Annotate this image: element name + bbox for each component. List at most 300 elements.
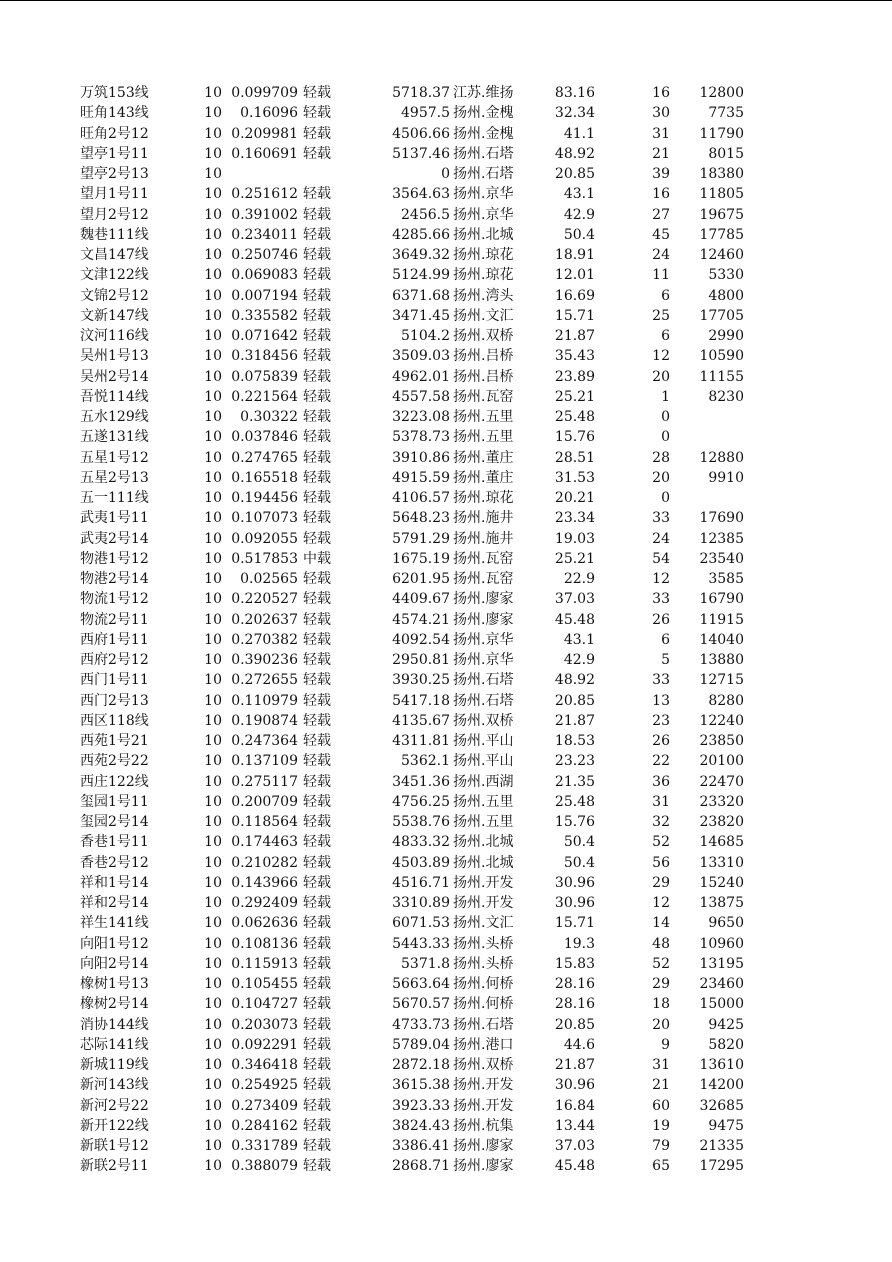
capacity-kva-cell[interactable]: 14200 <box>699 1077 744 1094</box>
load-status-cell[interactable] <box>303 164 337 184</box>
capacity-kva-cell[interactable]: 11805 <box>699 186 744 203</box>
line-length-cell[interactable]: 21.87 <box>554 712 595 729</box>
load-status-cell[interactable]: 轻载 <box>303 145 331 162</box>
load-rate-cell[interactable]: 0.274765 <box>231 449 298 466</box>
line-length-cell[interactable]: 15.83 <box>554 955 595 972</box>
line-length-cell[interactable]: 15.76 <box>554 814 595 830</box>
capacity-kva-cell[interactable]: 23850 <box>699 733 744 749</box>
line-length-cell[interactable]: 23.23 <box>554 753 595 770</box>
voltage-cell[interactable]: 10 <box>204 753 222 770</box>
load-rate-cell[interactable]: 0.16096 <box>240 105 298 122</box>
voltage-cell[interactable]: 10 <box>204 85 222 101</box>
line-name-cell[interactable]: 万筑153线 <box>80 85 149 101</box>
line-length-cell[interactable]: 25.48 <box>554 409 595 425</box>
voltage-cell[interactable]: 10 <box>204 186 222 203</box>
region-cell[interactable]: 扬州.何桥 <box>453 976 514 992</box>
spare-capacity-cell[interactable]: 3386.41 <box>392 1138 450 1154</box>
load-status-cell[interactable]: 轻载 <box>303 611 331 628</box>
voltage-cell[interactable]: 10 <box>204 672 222 689</box>
user-count-cell[interactable]: 20 <box>652 368 670 385</box>
load-status-cell[interactable]: 轻载 <box>303 854 331 871</box>
region-cell[interactable]: 扬州.瓦窑 <box>453 571 514 587</box>
capacity-kva-cell[interactable]: 9910 <box>708 469 744 486</box>
line-name-cell[interactable]: 旺角143线 <box>80 105 149 122</box>
load-rate-cell[interactable]: 0.160691 <box>231 145 298 162</box>
capacity-kva-cell[interactable]: 11915 <box>699 611 744 628</box>
voltage-cell[interactable]: 10 <box>204 854 222 871</box>
load-rate-cell[interactable]: 0.202637 <box>231 611 298 628</box>
user-count-cell[interactable]: 60 <box>652 1097 670 1114</box>
line-length-cell[interactable]: 50.4 <box>563 834 595 851</box>
line-length-cell[interactable]: 50.4 <box>563 226 595 243</box>
load-rate-cell[interactable]: 0.190874 <box>231 712 298 729</box>
voltage-cell[interactable]: 10 <box>204 1016 222 1033</box>
line-length-cell[interactable]: 15.76 <box>554 429 595 446</box>
voltage-cell[interactable]: 10 <box>204 469 222 486</box>
region-cell[interactable]: 扬州.文汇 <box>453 307 514 324</box>
spare-capacity-cell[interactable]: 4516.71 <box>392 874 450 891</box>
capacity-kva-cell[interactable]: 32685 <box>699 1097 744 1114</box>
capacity-kva-cell[interactable]: 10960 <box>699 935 744 952</box>
capacity-kva-cell[interactable] <box>680 407 744 427</box>
load-status-cell[interactable]: 轻载 <box>303 652 331 668</box>
line-name-cell[interactable]: 武夷2号14 <box>80 530 149 547</box>
voltage-cell[interactable]: 10 <box>204 530 222 547</box>
capacity-kva-cell[interactable]: 23820 <box>699 814 744 830</box>
region-cell[interactable]: 扬州.石塔 <box>453 145 514 162</box>
line-length-cell[interactable]: 12.01 <box>554 267 595 284</box>
spare-capacity-cell[interactable]: 5443.33 <box>392 935 450 952</box>
load-status-cell[interactable]: 轻载 <box>303 307 331 324</box>
region-cell[interactable]: 扬州.琼花 <box>453 247 514 263</box>
load-status-cell[interactable]: 轻载 <box>303 1138 331 1154</box>
line-length-cell[interactable]: 25.21 <box>554 388 595 405</box>
load-status-cell[interactable]: 轻载 <box>303 1097 331 1114</box>
load-rate-cell[interactable]: 0.165518 <box>231 469 298 486</box>
user-count-cell[interactable]: 13 <box>652 692 670 709</box>
line-length-cell[interactable]: 21.87 <box>554 328 595 344</box>
spare-capacity-cell[interactable]: 6071.53 <box>392 915 450 932</box>
line-length-cell[interactable]: 16.84 <box>554 1097 595 1114</box>
voltage-cell[interactable]: 10 <box>204 935 222 952</box>
load-rate-cell[interactable]: 0.390236 <box>231 652 298 668</box>
region-cell[interactable]: 扬州.京华 <box>453 631 514 648</box>
spare-capacity-cell[interactable]: 5124.99 <box>392 267 450 284</box>
line-name-cell[interactable]: 文津122线 <box>80 267 149 284</box>
region-cell[interactable]: 扬州.北城 <box>453 226 514 243</box>
load-rate-cell[interactable]: 0.037846 <box>231 429 298 446</box>
load-status-cell[interactable]: 轻载 <box>303 935 331 952</box>
line-length-cell[interactable]: 35.43 <box>554 348 595 365</box>
voltage-cell[interactable]: 10 <box>204 490 222 506</box>
user-count-cell[interactable]: 33 <box>652 510 670 527</box>
spare-capacity-cell[interactable]: 4106.57 <box>392 490 450 506</box>
line-length-cell[interactable]: 41.1 <box>563 125 595 142</box>
line-name-cell[interactable]: 新河143线 <box>80 1077 149 1094</box>
user-count-cell[interactable]: 11 <box>652 267 670 284</box>
region-cell[interactable]: 扬州.双桥 <box>453 328 514 344</box>
spare-capacity-cell[interactable]: 3451.36 <box>392 773 450 790</box>
line-name-cell[interactable]: 橡树2号14 <box>80 996 149 1013</box>
capacity-kva-cell[interactable]: 23320 <box>699 793 744 810</box>
line-name-cell[interactable]: 祥生141线 <box>80 915 149 932</box>
line-name-cell[interactable]: 祥和1号14 <box>80 874 149 891</box>
load-status-cell[interactable]: 轻载 <box>303 773 331 790</box>
load-status-cell[interactable]: 轻载 <box>303 733 331 749</box>
load-rate-cell[interactable]: 0.092291 <box>231 1036 298 1053</box>
region-cell[interactable]: 扬州.平山 <box>453 753 514 770</box>
voltage-cell[interactable]: 10 <box>204 915 222 932</box>
voltage-cell[interactable]: 10 <box>204 996 222 1013</box>
line-length-cell[interactable]: 20.85 <box>554 166 595 182</box>
region-cell[interactable]: 扬州.五里 <box>453 793 514 810</box>
user-count-cell[interactable]: 26 <box>652 733 670 749</box>
line-length-cell[interactable]: 30.96 <box>554 1077 595 1094</box>
load-rate-cell[interactable]: 0.099709 <box>231 85 298 101</box>
voltage-cell[interactable]: 10 <box>204 328 222 344</box>
spare-capacity-cell[interactable]: 4557.58 <box>392 388 450 405</box>
voltage-cell[interactable]: 10 <box>204 591 222 608</box>
spare-capacity-cell[interactable]: 5718.37 <box>392 85 450 101</box>
line-name-cell[interactable]: 吴州2号14 <box>80 368 149 385</box>
load-rate-cell[interactable]: 0.517853 <box>231 550 298 567</box>
voltage-cell[interactable]: 10 <box>204 1138 222 1154</box>
capacity-kva-cell[interactable]: 3585 <box>708 571 744 587</box>
region-cell[interactable]: 扬州.开发 <box>453 1077 514 1094</box>
load-status-cell[interactable]: 轻载 <box>303 1036 331 1053</box>
capacity-kva-cell[interactable]: 12715 <box>699 672 744 689</box>
line-length-cell[interactable]: 42.9 <box>563 206 595 223</box>
spare-capacity-cell[interactable]: 2872.18 <box>392 1057 450 1073</box>
capacity-kva-cell[interactable]: 15240 <box>699 874 744 891</box>
line-name-cell[interactable]: 玺园2号14 <box>80 814 149 830</box>
line-name-cell[interactable]: 汶河116线 <box>80 328 149 344</box>
load-status-cell[interactable]: 轻载 <box>303 206 331 223</box>
spare-capacity-cell[interactable]: 3910.86 <box>392 449 450 466</box>
user-count-cell[interactable]: 23 <box>652 712 670 729</box>
spare-capacity-cell[interactable]: 5417.18 <box>392 692 450 709</box>
user-count-cell[interactable]: 48 <box>652 935 670 952</box>
spare-capacity-cell[interactable]: 3923.33 <box>392 1097 450 1114</box>
load-rate-cell[interactable]: 0.254925 <box>231 1077 298 1094</box>
voltage-cell[interactable]: 10 <box>204 571 222 587</box>
load-rate-cell[interactable]: 0.250746 <box>231 247 298 263</box>
user-count-cell[interactable]: 21 <box>652 1077 670 1094</box>
load-status-cell[interactable]: 轻载 <box>303 85 331 101</box>
line-name-cell[interactable]: 芯际141线 <box>80 1036 149 1053</box>
region-cell[interactable]: 扬州.双桥 <box>453 712 514 729</box>
spare-capacity-cell[interactable]: 4756.25 <box>392 793 450 810</box>
user-count-cell[interactable]: 32 <box>652 814 670 830</box>
spare-capacity-cell[interactable]: 5663.64 <box>392 976 450 992</box>
line-name-cell[interactable]: 新开122线 <box>80 1117 149 1134</box>
load-status-cell[interactable]: 轻载 <box>303 388 331 405</box>
capacity-kva-cell[interactable]: 11155 <box>699 368 744 385</box>
line-name-cell[interactable]: 新河2号22 <box>80 1097 149 1114</box>
load-rate-cell[interactable]: 0.02565 <box>240 571 298 587</box>
region-cell[interactable]: 扬州.京华 <box>453 206 514 223</box>
load-rate-cell[interactable]: 0.071642 <box>231 328 298 344</box>
user-count-cell[interactable]: 30 <box>652 105 670 122</box>
line-name-cell[interactable]: 向阳1号12 <box>80 935 149 952</box>
line-name-cell[interactable]: 西区118线 <box>80 712 149 729</box>
voltage-cell[interactable]: 10 <box>204 652 222 668</box>
load-rate-cell[interactable]: 0.075839 <box>231 368 298 385</box>
voltage-cell[interactable]: 10 <box>204 976 222 992</box>
capacity-kva-cell[interactable]: 15000 <box>699 996 744 1013</box>
load-status-cell[interactable]: 轻载 <box>303 915 331 932</box>
load-rate-cell[interactable]: 0.107073 <box>231 510 298 527</box>
user-count-cell[interactable]: 22 <box>652 753 670 770</box>
voltage-cell[interactable]: 10 <box>204 429 222 446</box>
region-cell[interactable]: 扬州.北城 <box>453 854 514 871</box>
line-length-cell[interactable]: 32.34 <box>554 105 595 122</box>
capacity-kva-cell[interactable]: 17295 <box>699 1158 744 1175</box>
capacity-kva-cell[interactable]: 12460 <box>699 247 744 263</box>
capacity-kva-cell[interactable]: 13195 <box>699 955 744 972</box>
user-count-cell[interactable]: 6 <box>661 328 670 344</box>
voltage-cell[interactable]: 10 <box>204 166 222 182</box>
line-name-cell[interactable]: 新联1号12 <box>80 1138 149 1154</box>
region-cell[interactable]: 扬州.瓦窑 <box>453 550 514 567</box>
line-length-cell[interactable]: 50.4 <box>563 854 595 871</box>
spare-capacity-cell[interactable]: 1675.19 <box>392 550 450 567</box>
load-status-cell[interactable]: 轻载 <box>303 976 331 992</box>
load-rate-cell[interactable]: 0.110979 <box>231 692 298 709</box>
load-status-cell[interactable]: 轻载 <box>303 571 331 587</box>
load-status-cell[interactable]: 轻载 <box>303 368 331 385</box>
line-length-cell[interactable]: 20.85 <box>554 1016 595 1033</box>
user-count-cell[interactable]: 6 <box>661 631 670 648</box>
line-name-cell[interactable]: 文昌147线 <box>80 247 149 263</box>
line-length-cell[interactable]: 43.1 <box>563 631 595 648</box>
line-name-cell[interactable]: 玺园1号11 <box>80 793 149 810</box>
line-name-cell[interactable]: 望月1号11 <box>80 186 149 203</box>
region-cell[interactable]: 扬州.文汇 <box>453 915 514 932</box>
spare-capacity-cell[interactable]: 5648.23 <box>392 510 450 527</box>
load-rate-cell[interactable]: 0.272655 <box>231 672 298 689</box>
line-name-cell[interactable]: 西苑2号22 <box>80 753 149 770</box>
line-name-cell[interactable]: 向阳2号14 <box>80 955 149 972</box>
load-status-cell[interactable]: 轻载 <box>303 591 331 608</box>
load-rate-cell[interactable]: 0.251612 <box>231 186 298 203</box>
load-status-cell[interactable]: 轻载 <box>303 510 331 527</box>
line-length-cell[interactable]: 18.91 <box>554 247 595 263</box>
user-count-cell[interactable]: 16 <box>652 85 670 101</box>
load-status-cell[interactable]: 轻载 <box>303 1158 331 1175</box>
load-status-cell[interactable]: 轻载 <box>303 530 331 547</box>
line-length-cell[interactable]: 45.48 <box>554 611 595 628</box>
voltage-cell[interactable]: 10 <box>204 733 222 749</box>
line-name-cell[interactable]: 武夷1号11 <box>80 510 149 527</box>
load-status-cell[interactable]: 轻载 <box>303 996 331 1013</box>
line-name-cell[interactable]: 五水129线 <box>80 409 149 425</box>
load-status-cell[interactable]: 轻载 <box>303 125 331 142</box>
region-cell[interactable]: 扬州.吕桥 <box>453 368 514 385</box>
load-status-cell[interactable]: 中载 <box>303 550 331 567</box>
load-status-cell[interactable]: 轻载 <box>303 672 331 689</box>
voltage-cell[interactable]: 10 <box>204 895 222 911</box>
region-cell[interactable]: 扬州.金槐 <box>453 125 514 142</box>
line-name-cell[interactable]: 文锦2号12 <box>80 287 149 304</box>
voltage-cell[interactable]: 10 <box>204 510 222 527</box>
spare-capacity-cell[interactable]: 4285.66 <box>392 226 450 243</box>
region-cell[interactable]: 扬州.五里 <box>453 429 514 446</box>
user-count-cell[interactable]: 1 <box>661 388 670 405</box>
line-length-cell[interactable]: 19.3 <box>563 935 595 952</box>
load-rate-cell[interactable]: 0.220527 <box>231 591 298 608</box>
voltage-cell[interactable]: 10 <box>204 1117 222 1134</box>
voltage-cell[interactable]: 10 <box>204 307 222 324</box>
user-count-cell[interactable]: 26 <box>652 611 670 628</box>
spare-capacity-cell[interactable]: 3223.08 <box>392 409 450 425</box>
spare-capacity-cell[interactable]: 5789.04 <box>392 1036 450 1053</box>
user-count-cell[interactable]: 20 <box>652 1016 670 1033</box>
spare-capacity-cell[interactable]: 4733.73 <box>392 1016 450 1033</box>
load-rate-cell[interactable]: 0.221564 <box>231 388 298 405</box>
user-count-cell[interactable]: 18 <box>652 996 670 1013</box>
capacity-kva-cell[interactable]: 14040 <box>699 631 744 648</box>
region-cell[interactable]: 扬州.开发 <box>453 874 514 891</box>
region-cell[interactable]: 江苏.维扬 <box>453 85 514 101</box>
line-name-cell[interactable]: 旺角2号12 <box>80 125 149 142</box>
load-status-cell[interactable]: 轻载 <box>303 834 331 851</box>
capacity-kva-cell[interactable]: 8015 <box>708 145 744 162</box>
line-length-cell[interactable]: 21.35 <box>554 773 595 790</box>
line-length-cell[interactable]: 25.48 <box>554 793 595 810</box>
spare-capacity-cell[interactable]: 4135.67 <box>392 712 450 729</box>
line-length-cell[interactable]: 48.92 <box>554 145 595 162</box>
spare-capacity-cell[interactable]: 2868.71 <box>392 1158 450 1175</box>
capacity-kva-cell[interactable]: 9650 <box>708 915 744 932</box>
region-cell[interactable]: 扬州.石塔 <box>453 672 514 689</box>
line-length-cell[interactable]: 16.69 <box>554 287 595 304</box>
capacity-kva-cell[interactable]: 8230 <box>708 388 744 405</box>
line-name-cell[interactable]: 魏巷111线 <box>80 226 149 243</box>
load-rate-cell[interactable]: 0.105455 <box>231 976 298 992</box>
line-name-cell[interactable]: 物港2号14 <box>80 571 149 587</box>
capacity-kva-cell[interactable]: 5820 <box>708 1036 744 1053</box>
line-name-cell[interactable]: 香巷2号12 <box>80 854 149 871</box>
line-length-cell[interactable]: 48.92 <box>554 672 595 689</box>
voltage-cell[interactable]: 10 <box>204 247 222 263</box>
line-length-cell[interactable]: 42.9 <box>563 652 595 668</box>
region-cell[interactable]: 扬州.石塔 <box>453 166 514 182</box>
capacity-kva-cell[interactable] <box>680 488 744 508</box>
load-rate-cell[interactable]: 0.234011 <box>231 226 298 243</box>
capacity-kva-cell[interactable]: 12240 <box>699 712 744 729</box>
line-length-cell[interactable]: 23.34 <box>554 510 595 527</box>
load-status-cell[interactable]: 轻载 <box>303 328 331 344</box>
line-name-cell[interactable]: 物港1号12 <box>80 550 149 567</box>
user-count-cell[interactable]: 0 <box>661 429 670 446</box>
load-rate-cell[interactable]: 0.069083 <box>231 267 298 284</box>
line-name-cell[interactable]: 五一111线 <box>80 490 149 506</box>
load-rate-cell[interactable]: 0.275117 <box>231 773 298 790</box>
spare-capacity-cell[interactable]: 3649.32 <box>392 247 450 263</box>
line-name-cell[interactable]: 西府2号12 <box>80 652 149 668</box>
load-status-cell[interactable]: 轻载 <box>303 348 331 365</box>
user-count-cell[interactable]: 79 <box>652 1138 670 1154</box>
load-rate-cell[interactable]: 0.137109 <box>231 753 298 770</box>
region-cell[interactable]: 扬州.瓦窑 <box>453 388 514 405</box>
voltage-cell[interactable]: 10 <box>204 449 222 466</box>
load-rate-cell[interactable]: 0.203073 <box>231 1016 298 1033</box>
region-cell[interactable]: 扬州.石塔 <box>453 1016 514 1033</box>
load-rate-cell[interactable]: 0.318456 <box>231 348 298 365</box>
voltage-cell[interactable]: 10 <box>204 814 222 830</box>
region-cell[interactable]: 扬州.五里 <box>453 409 514 425</box>
load-rate-cell[interactable]: 0.092055 <box>231 530 298 547</box>
line-name-cell[interactable]: 消协144线 <box>80 1016 149 1033</box>
region-cell[interactable]: 扬州.京华 <box>453 186 514 203</box>
line-length-cell[interactable]: 20.85 <box>554 692 595 709</box>
user-count-cell[interactable]: 31 <box>652 1057 670 1073</box>
load-status-cell[interactable]: 轻载 <box>303 287 331 304</box>
load-status-cell[interactable]: 轻载 <box>303 409 331 425</box>
line-name-cell[interactable]: 新城119线 <box>80 1057 149 1073</box>
spare-capacity-cell[interactable]: 2456.5 <box>401 206 450 223</box>
load-status-cell[interactable]: 轻载 <box>303 469 331 486</box>
capacity-kva-cell[interactable]: 13880 <box>699 652 744 668</box>
region-cell[interactable]: 扬州.施井 <box>453 530 514 547</box>
spare-capacity-cell[interactable]: 4311.81 <box>392 733 450 749</box>
voltage-cell[interactable]: 10 <box>204 267 222 284</box>
line-name-cell[interactable]: 望亭2号13 <box>80 166 149 182</box>
spare-capacity-cell[interactable]: 6201.95 <box>392 571 450 587</box>
capacity-kva-cell[interactable] <box>680 427 744 447</box>
line-name-cell[interactable]: 西府1号11 <box>80 631 149 648</box>
region-cell[interactable]: 扬州.西湖 <box>453 773 514 790</box>
region-cell[interactable]: 扬州.湾头 <box>453 287 514 304</box>
capacity-kva-cell[interactable]: 20100 <box>699 753 744 770</box>
line-length-cell[interactable]: 15.71 <box>554 307 595 324</box>
region-cell[interactable]: 扬州.开发 <box>453 1097 514 1114</box>
spare-capacity-cell[interactable]: 5791.29 <box>392 530 450 547</box>
load-status-cell[interactable]: 轻载 <box>303 814 331 830</box>
capacity-kva-cell[interactable]: 13310 <box>699 854 744 871</box>
load-rate-cell[interactable]: 0.209981 <box>231 125 298 142</box>
region-cell[interactable]: 扬州.施井 <box>453 510 514 527</box>
load-rate-cell[interactable]: 0.007194 <box>231 287 298 304</box>
load-rate-cell[interactable]: 0.118564 <box>231 814 298 830</box>
line-length-cell[interactable]: 13.44 <box>554 1117 595 1134</box>
user-count-cell[interactable]: 52 <box>652 955 670 972</box>
voltage-cell[interactable]: 10 <box>204 1057 222 1073</box>
region-cell[interactable]: 扬州.廖家 <box>453 1138 514 1154</box>
user-count-cell[interactable]: 12 <box>652 895 670 911</box>
user-count-cell[interactable]: 28 <box>652 449 670 466</box>
user-count-cell[interactable]: 0 <box>661 490 670 506</box>
line-name-cell[interactable]: 新联2号11 <box>80 1158 149 1175</box>
load-rate-cell[interactable]: 0.284162 <box>231 1117 298 1134</box>
user-count-cell[interactable]: 14 <box>652 915 670 932</box>
line-name-cell[interactable]: 西门2号13 <box>80 692 149 709</box>
load-rate-cell[interactable]: 0.273409 <box>231 1097 298 1114</box>
region-cell[interactable]: 扬州.廖家 <box>453 611 514 628</box>
load-rate-cell[interactable]: 0.210282 <box>231 854 298 871</box>
load-rate-cell[interactable]: 0.30322 <box>240 409 298 425</box>
region-cell[interactable]: 扬州.开发 <box>453 895 514 911</box>
capacity-kva-cell[interactable]: 13875 <box>699 895 744 911</box>
line-length-cell[interactable]: 28.51 <box>554 449 595 466</box>
region-cell[interactable]: 扬州.廖家 <box>453 1158 514 1175</box>
line-name-cell[interactable]: 西苑1号21 <box>80 733 149 749</box>
load-status-cell[interactable]: 轻载 <box>303 186 331 203</box>
line-length-cell[interactable]: 20.21 <box>554 490 595 506</box>
capacity-kva-cell[interactable]: 18380 <box>699 166 744 182</box>
region-cell[interactable]: 扬州.廖家 <box>453 591 514 608</box>
